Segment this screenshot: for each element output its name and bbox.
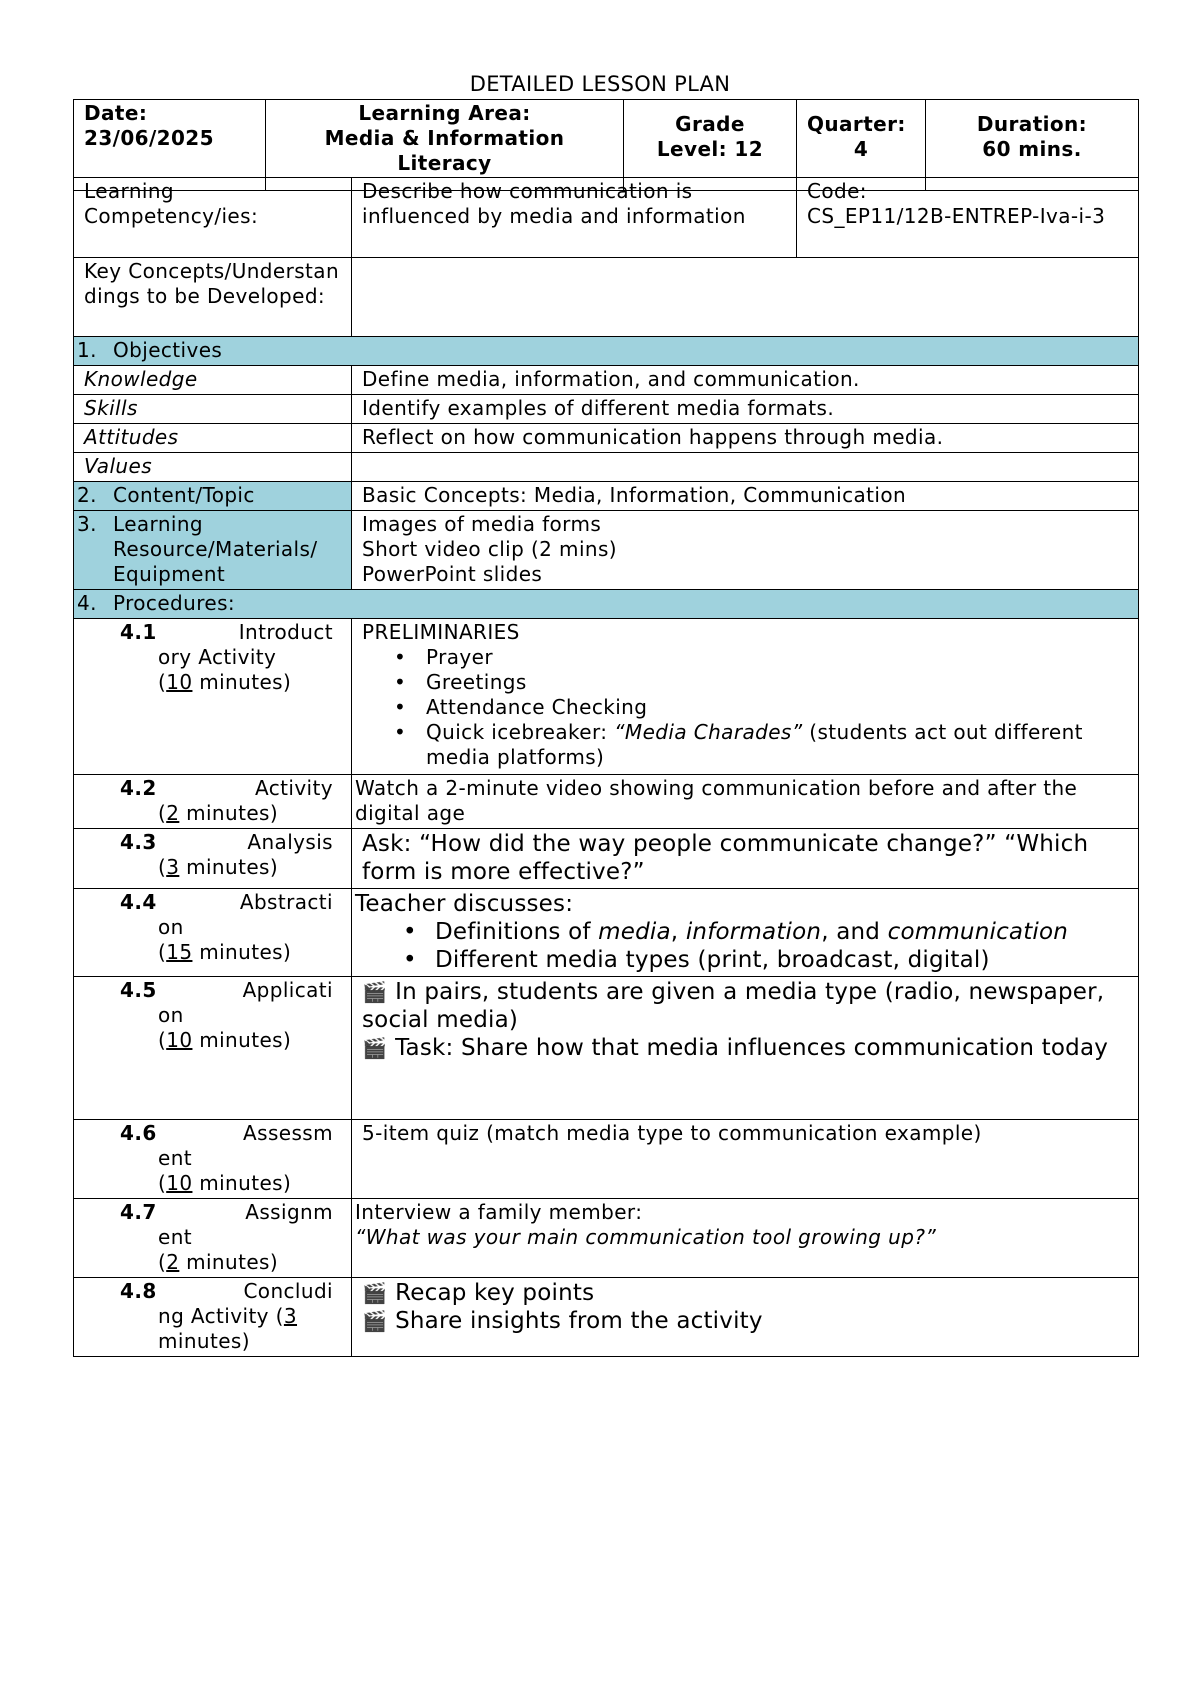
date-value: 23/06/2025: [84, 126, 214, 150]
icebreaker-suffix: (students act out different media platforms): [426, 720, 1083, 769]
icebreaker-prefix: Quick icebreaker:: [426, 720, 615, 744]
date-label: Date:: [84, 101, 148, 125]
section-number: 2.: [77, 483, 97, 507]
term: information: [685, 919, 822, 945]
line-text: Task: Share how that media influences communication today: [395, 1035, 1109, 1061]
content-line: [362, 1279, 1128, 1307]
text: , and: [821, 919, 888, 945]
list-item: [435, 918, 1128, 946]
procedures-heading-cell: [74, 590, 1139, 619]
paren: (: [158, 1250, 167, 1274]
procedure-step-row: [74, 1120, 1139, 1199]
step-name-cont: [120, 1304, 341, 1329]
list-item: • Different media types (print, broadcast, digital): [435, 946, 1128, 974]
text: Definitions of: [435, 919, 599, 945]
step-name-cont: on: [158, 1003, 184, 1027]
step-content-heading: PRELIMINARIES: [362, 620, 520, 644]
resources-label-line: Resource/Materials/: [113, 537, 318, 561]
step-duration: [120, 1250, 341, 1275]
step-name: Introduct: [238, 620, 333, 644]
minutes-text: minutes): [179, 1250, 279, 1274]
step-label-cell: [74, 829, 352, 889]
step-duration: minutes): [158, 1329, 250, 1353]
procedures-heading: Procedures:: [113, 591, 236, 615]
resources-label-line: Learning: [113, 512, 204, 536]
objective-row: [74, 453, 1139, 482]
minutes-text: minutes): [179, 801, 279, 825]
key-concepts-row: [74, 258, 1139, 337]
section-number: 4.: [77, 591, 97, 615]
code-value: CS_EP11/12B-ENTREP-Iva-i-3: [807, 204, 1106, 228]
document-title: DETAILED LESSON PLAN: [469, 72, 731, 96]
step-number: 4.1: [120, 620, 157, 644]
step-duration: [120, 1171, 341, 1196]
paren: (: [158, 801, 167, 825]
paren: (: [158, 1028, 167, 1052]
line-text: Recap key points: [395, 1280, 595, 1306]
resource-item: Images of media forms: [362, 512, 602, 536]
step-name: Applicati: [242, 978, 333, 1002]
step-name: Concludi: [243, 1279, 333, 1303]
resource-item: PowerPoint slides: [362, 562, 543, 586]
duration-value: 60 mins.: [982, 137, 1082, 161]
content-row: [74, 482, 1139, 511]
minutes-text: minutes): [192, 1171, 292, 1195]
content-label-cell: [74, 482, 352, 511]
key-concepts-label: Key Concepts/Understandings to be Developed:: [74, 258, 352, 337]
step-number: 4.4: [120, 890, 157, 914]
step-number: 4.3: [120, 830, 157, 854]
step-label-cell: [74, 977, 352, 1120]
clapperboard-icon: 🎬: [362, 1036, 388, 1060]
step-label-cell: [74, 1120, 352, 1199]
step-content: Watch a 2-minute video showing communication before and after the digital age: [352, 775, 1139, 829]
objective-value: [352, 453, 1139, 482]
objective-label: Attitudes: [74, 424, 352, 453]
step-duration: [120, 1028, 341, 1053]
list-item: • Prayer: [426, 645, 1128, 670]
section-number: 1.: [77, 338, 97, 362]
resources-row: [74, 511, 1139, 590]
competency-label-cell: [74, 178, 352, 258]
line-text: In pairs, students are given a media type (radio, newspaper, social media): [362, 979, 1105, 1033]
resources-label-cell: [74, 511, 352, 590]
step-label-cell: [74, 775, 352, 829]
procedure-step-row: [74, 977, 1139, 1120]
clapperboard-icon: 🎬: [362, 980, 388, 1004]
step-number: 4.2: [120, 776, 157, 800]
step-name: Analysis: [247, 830, 333, 854]
list-item: [426, 720, 1128, 770]
clapperboard-icon: 🎬: [362, 1281, 388, 1305]
resource-item: Short video clip (2 mins): [362, 537, 617, 561]
step-content: 5-item quiz (match media type to communication example): [352, 1120, 1139, 1199]
step-minutes: 2: [166, 801, 180, 825]
paren: (: [158, 855, 167, 879]
content-line: [362, 1034, 1128, 1062]
code-label: Code:: [807, 179, 867, 203]
list-item: • Attendance Checking: [426, 695, 1128, 720]
code-cell: [797, 178, 1139, 258]
content-value: Basic Concepts: Media, Information, Communication: [352, 482, 1139, 511]
section-number: 3.: [77, 512, 97, 536]
step-duration: [120, 801, 341, 826]
bullet-list: [362, 645, 1128, 770]
term: communication: [887, 919, 1069, 945]
procedure-step-row: [74, 1278, 1139, 1357]
quarter-label: Quarter:: [807, 112, 906, 136]
text: ,: [670, 919, 686, 945]
paren: (: [158, 1171, 167, 1195]
step-minutes: 2: [166, 1250, 180, 1274]
objective-value: Define media, information, and communication.: [352, 366, 1139, 395]
resources-label-line: Equipment: [113, 562, 226, 586]
step-name-cont: ent: [158, 1146, 193, 1170]
learning-area-label: Learning Area:: [358, 101, 531, 125]
step-number: 4.7: [120, 1200, 157, 1224]
icebreaker-title: “Media Charades”: [614, 720, 803, 744]
quarter-value: 4: [853, 137, 869, 161]
step-label-cell: [74, 889, 352, 977]
objective-row: [74, 424, 1139, 453]
step-name-text: ng Activity (: [158, 1304, 284, 1328]
minutes-text: minutes): [192, 670, 292, 694]
competency-label-line: Learning: [84, 179, 175, 203]
step-label-cell: [74, 619, 352, 775]
step-minutes: 10: [166, 1171, 193, 1195]
grade-label: Grade: [675, 112, 745, 136]
step-minutes: 15: [166, 940, 193, 964]
step-name: Abstracti: [239, 890, 333, 914]
key-concepts-value: [352, 258, 1139, 337]
step-name: Assessm: [243, 1121, 333, 1145]
procedure-step-row: [74, 775, 1139, 829]
step-number: 4.6: [120, 1121, 157, 1145]
minutes-text: minutes): [192, 1028, 292, 1052]
objective-row: [74, 366, 1139, 395]
clapperboard-icon: 🎬: [362, 1309, 388, 1333]
objective-row: [74, 395, 1139, 424]
step-label-cell: [74, 1278, 352, 1357]
paren: (: [158, 670, 167, 694]
step-content: [352, 889, 1139, 977]
step-duration: [120, 670, 341, 695]
step-number: 4.5: [120, 978, 157, 1002]
step-minutes: 10: [166, 1028, 193, 1052]
step-number: 4.8: [120, 1279, 157, 1303]
step-minutes: 10: [166, 670, 193, 694]
content-line: [362, 978, 1128, 1034]
line-text: Share insights from the activity: [395, 1308, 763, 1334]
list-item: • Greetings: [426, 670, 1128, 695]
content-line: “What was your main communication tool growing up?”: [355, 1225, 937, 1249]
competency-label-line: Competency/ies:: [84, 204, 259, 228]
procedure-step-row: [74, 619, 1139, 775]
objective-label: Values: [74, 453, 352, 482]
objectives-header-row: [74, 337, 1139, 366]
step-content: [352, 1278, 1139, 1357]
bullet-list: [355, 918, 1128, 974]
procedure-step-row: [74, 889, 1139, 977]
objective-value: Reflect on how communication happens through media.: [352, 424, 1139, 453]
content-label: Content/Topic: [113, 483, 255, 507]
step-content: [352, 1199, 1139, 1278]
objective-label: Skills: [74, 395, 352, 424]
procedures-header-row: [74, 590, 1139, 619]
minutes-text: minutes): [179, 855, 279, 879]
procedure-step-row: [74, 1199, 1139, 1278]
step-content: [352, 977, 1139, 1120]
competency-row: [74, 178, 1139, 258]
step-name: Assignm: [245, 1200, 333, 1224]
competency-text: Describe how communication is influenced by media and information: [352, 178, 797, 258]
grade-value: Level: 12: [656, 137, 764, 161]
content-line: [362, 1307, 1128, 1335]
objectives-heading: Objectives: [113, 338, 223, 362]
step-label-cell: [74, 1199, 352, 1278]
objective-value: Identify examples of different media formats.: [352, 395, 1139, 424]
lesson-body-table: [73, 177, 1139, 1357]
step-name: Activity: [255, 776, 333, 800]
paren: (: [158, 940, 167, 964]
objective-label: Knowledge: [74, 366, 352, 395]
duration-label: Duration:: [976, 112, 1088, 136]
step-name-cont: ory Activity: [158, 645, 277, 669]
learning-area-value: Media & Information Literacy: [324, 126, 565, 175]
step-duration: [120, 940, 341, 965]
objectives-heading-cell: [74, 337, 1139, 366]
procedure-step-row: [74, 829, 1139, 889]
minutes-text: minutes): [192, 940, 292, 964]
step-minutes: 3: [283, 1304, 298, 1328]
step-name-cont: ent: [158, 1225, 193, 1249]
step-content: [352, 619, 1139, 775]
resources-list: [352, 511, 1139, 590]
content-line: Interview a family member:: [355, 1200, 643, 1224]
step-minutes: 3: [166, 855, 180, 879]
step-duration: [120, 855, 341, 880]
term: media: [598, 919, 671, 945]
step-content-heading: Teacher discusses:: [355, 891, 574, 917]
step-content: Ask: “How did the way people communicate change?” “Which form is more effective?”: [352, 829, 1139, 889]
step-name-cont: on: [158, 915, 184, 939]
